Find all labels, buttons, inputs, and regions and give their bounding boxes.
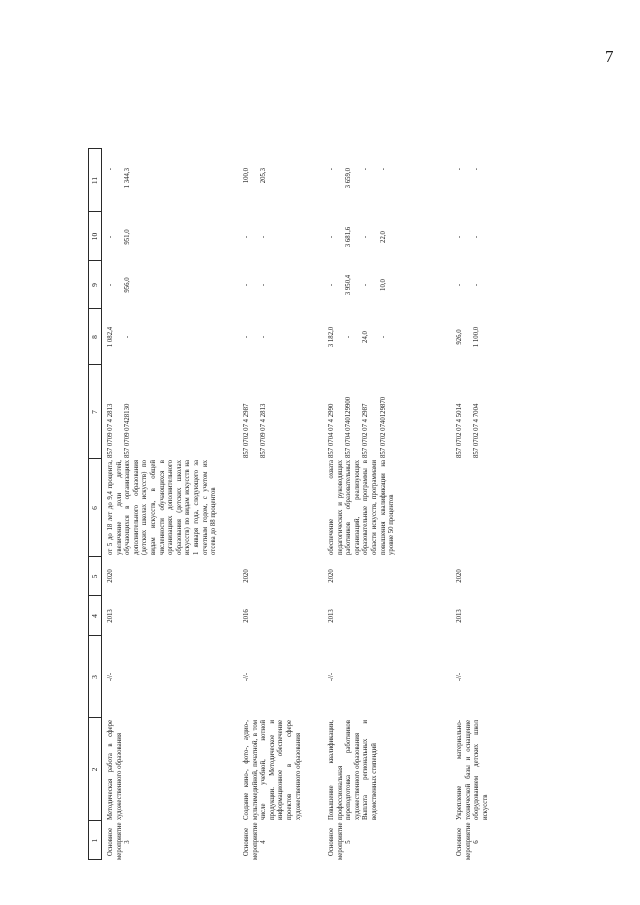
row-1-start-year: 2013 (107, 609, 114, 623)
row-1-col-11-values: - 1 344,3 (107, 168, 132, 189)
column-header-2: 2 (90, 767, 99, 772)
row-3-col-9-values: - 3 950,4 - 10,0 (328, 274, 387, 296)
column-header-3: 3 (90, 675, 99, 679)
row-1-event-name: Методическая работа в сфере художественного образования (107, 720, 123, 820)
row-4-executor: -//- (456, 672, 463, 682)
row-2-col-9-values: - - (243, 283, 268, 287)
row-1-col-10-values: - 951,0 (107, 229, 132, 245)
row-4-col-9-values: - - (456, 283, 481, 287)
row-4-start-year: 2013 (456, 609, 463, 623)
column-header-7: 7 (90, 410, 99, 414)
row-2-end-year: 2020 (243, 569, 250, 583)
row-3-end-year: 2020 (328, 569, 335, 583)
row-3-event-name: Повышение квалификации, профессиональная переподготовка работников художественного образования Выплата региональных и ведомственных стипендий (328, 720, 378, 820)
column-header-1: 1 (90, 838, 99, 843)
row-4-end-year: 2020 (456, 569, 463, 583)
row-2-col-10-values: - - (243, 235, 268, 239)
row-1-expected-result: от 5 до 18 лет до 9,4 процента, увеличение доли детей, обучающихся в организациях дополнительного образования (детских школах искусств) по видам искусств, в общей численности обучающихся в организациях дополнительного образования (детских школах искусств) по видам искусств на 1 января года, следующего за отчетным годом, с учетом их отсева до 88 процентов (107, 460, 218, 555)
row-4-col-11-values: - - (456, 168, 481, 171)
row-3-start-year: 2013 (328, 609, 335, 623)
column-header-6: 6 (90, 506, 99, 510)
row-3-col-10-values: - 3 681,6 - 22,0 (328, 226, 387, 248)
row-1-col-9-values: - 956,0 (107, 277, 132, 293)
row-4-event-label: Основное мероприятие 6 (456, 822, 481, 860)
row-3-budget-codes: 857 0704 07 4 2990 857 0704 0740129900 857 0702 07 4 2987 857 0702 0740129870 (328, 396, 387, 458)
row-4-col-8-values: 926,0 1 100,0 (456, 326, 481, 348)
column-header-10: 10 (90, 232, 99, 241)
column-header-4: 4 (90, 614, 99, 618)
row-2-budget-codes: 857 0702 07 4 2987 857 0709 07 4 2813 (243, 403, 268, 458)
row-1-end-year: 2020 (107, 569, 114, 583)
row-2-event-label: Основное мероприятие 4 (243, 822, 268, 860)
row-2-col-11-values: 100,0 205,3 (243, 168, 268, 184)
column-header-11: 11 (90, 176, 99, 185)
column-header-8: 8 (90, 335, 99, 339)
row-3-col-11-values: - 3 659,0 - - (328, 168, 387, 189)
row-3-executor: -//- (328, 672, 335, 682)
row-3-event-label: Основное мероприятие 5 (328, 822, 353, 860)
page-number: 7 (605, 47, 614, 66)
row-1-col-8-values: 1 082,4 - (107, 326, 132, 348)
column-header-5: 5 (90, 574, 99, 579)
column-header-9: 9 (90, 283, 99, 287)
row-1-event-label: Основное мероприятие 3 (107, 822, 132, 860)
row-3-expected-result: обеспечение охвата педагогических и руководящих работников образовательных организаций, реализующих образовательные программы в области искусств, программами повышения квалификации на уровне 50 процентов (328, 460, 396, 555)
rotated-table (88, 60, 628, 860)
row-4-budget-codes: 857 0702 07 4 5014 857 0702 07 4 7004 (456, 403, 481, 458)
row-4-event-name: Укрепление материально-технической базы и оснащение оборудованием детских школ искусств (456, 720, 489, 820)
row-4-col-10-values: - - (456, 235, 481, 239)
row-1-budget-codes: 857 0709 07 4 2813 857 0709 07428130 (107, 403, 132, 458)
row-2-event-name: Создание кино-, фото-, аудио-, мультимедийной, печатной, в том числе учебной, нотной продукции. Методическое и информационное обеспечение проектов в сфере художественного образования (243, 720, 302, 820)
row-2-col-8-values: - - (243, 335, 268, 339)
row-3-col-8-values: 3 182,0 - 24,0 - (328, 326, 387, 348)
row-2-executor: -//- (243, 672, 250, 682)
row-2-start-year: 2016 (243, 609, 250, 623)
row-1-executor: -//- (107, 672, 114, 682)
header-bottom-border (101, 148, 102, 860)
